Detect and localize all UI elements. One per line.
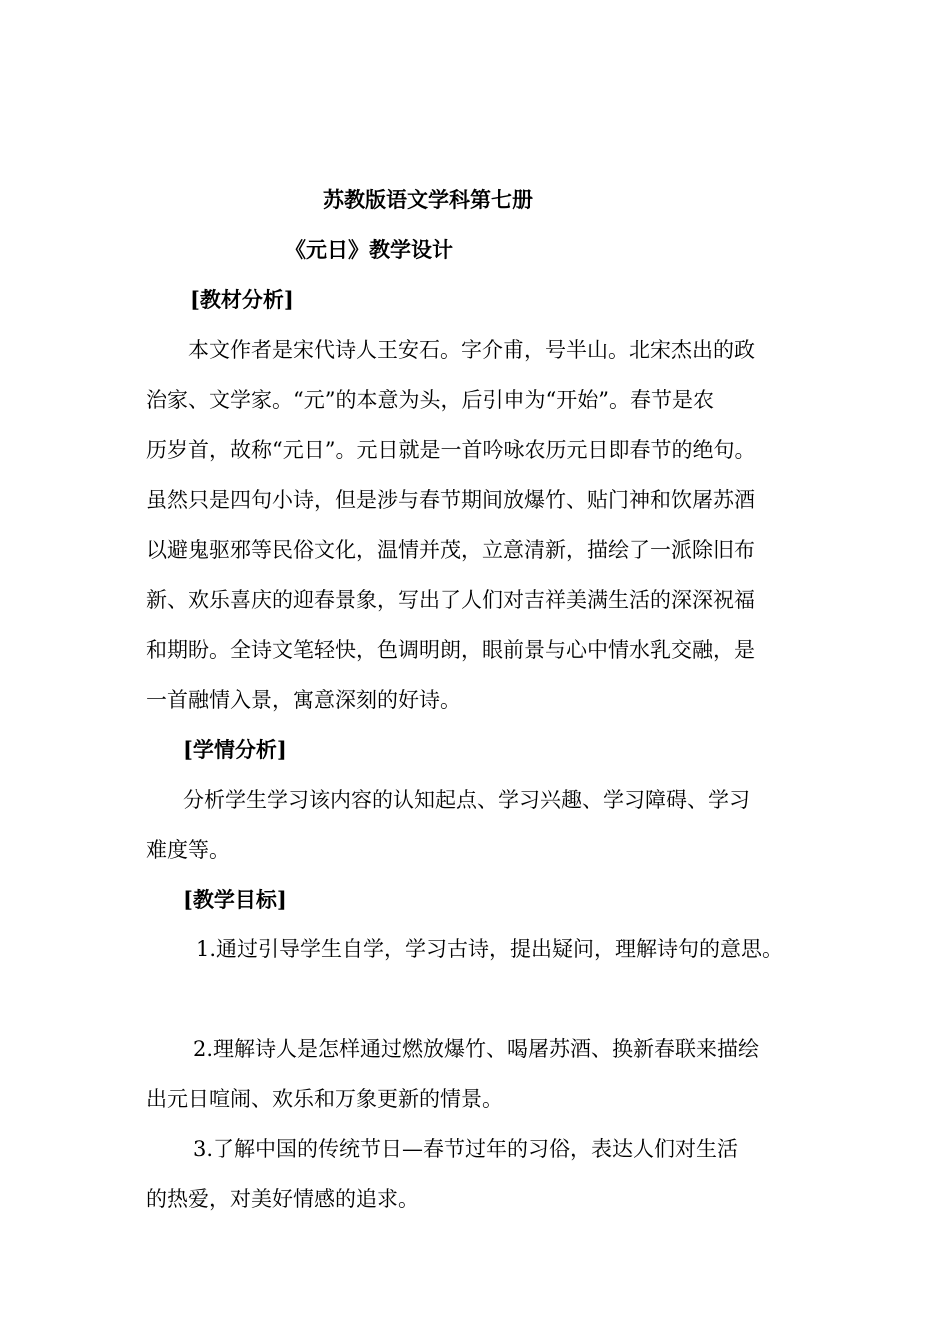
paragraph-line: 新、欢乐喜庆的迎春景象，写出了人们对吉祥美满生活的深深祝福 (146, 588, 755, 612)
objective-item-line: 2.理解诗人是怎样通过燃放爆竹、喝屠苏酒、换新春联来描绘 (193, 1037, 760, 1061)
objective-item-line: 1.通过引导学生自学，学习古诗，提出疑问，理解诗句的意思。 (196, 937, 784, 961)
paragraph-line: 一首融情入景，寓意深刻的好诗。 (146, 688, 461, 712)
document-title: 苏教版语文学科第七册 (323, 187, 533, 212)
paragraph-line: 本文作者是宋代诗人王安石。字介甫，号半山。北宋杰出的政 (188, 338, 755, 362)
paragraph-line: 虽然只是四句小诗，但是涉与春节期间放爆竹、贴门神和饮屠苏酒 (146, 488, 755, 512)
paragraph-line: 和期盼。全诗文笔轻快，色调明朗，眼前景与心中情水乳交融，是 (146, 638, 755, 662)
objective-item-line: 出元日喧闹、欢乐和万象更新的情景。 (146, 1087, 503, 1111)
objective-item-line: 3.了解中国的传统节日—春节过年的习俗，表达人们对生活 (193, 1137, 739, 1161)
section-heading-student-analysis: [学情分析] (183, 737, 287, 762)
document-subtitle: 《元日》教学设计 (285, 237, 453, 262)
paragraph-line: 难度等。 (146, 838, 230, 862)
paragraph-line: 分析学生学习该内容的认知起点、学习兴趣、学习障碍、学习 (183, 788, 750, 812)
section-heading-textbook-analysis: [教材分析] (190, 287, 294, 312)
paragraph-line: 以避鬼驱邪等民俗文化，温情并茂，立意清新，描绘了一派除旧布 (146, 538, 755, 562)
paragraph-line: 历岁首，故称“元日”。元日就是一首吟咏农历元日即春节的绝句。 (146, 438, 756, 462)
paragraph-line: 治家、文学家。“元”的本意为头，后引申为“开始”。春节是农 (146, 388, 714, 412)
section-heading-teaching-objectives: [教学目标] (183, 887, 287, 912)
objective-item-line: 的热爱，对美好情感的追求。 (146, 1187, 419, 1211)
